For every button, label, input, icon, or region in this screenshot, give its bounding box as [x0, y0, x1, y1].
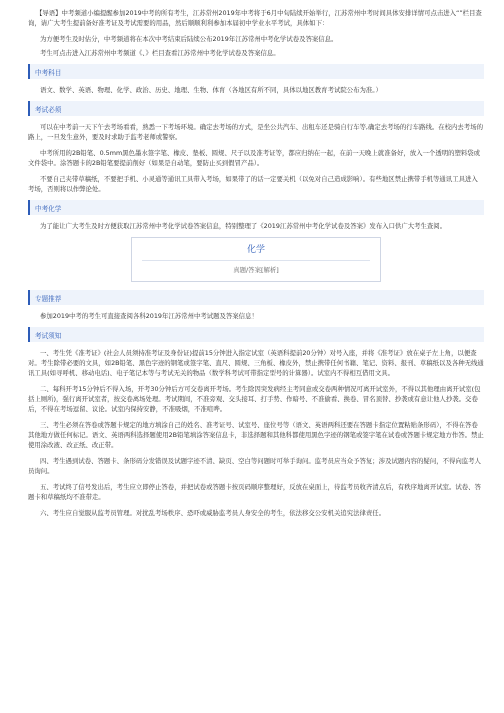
paragraph: 不要自己夹带草稿纸，不要把手机、小灵通等通讯工具带入考场，如果带了的话一定要关机（以免对自己造成影响）。有些地区禁止携带手机等通讯工具进入考场，否则将以作弊论处。 — [28, 175, 478, 193]
paragraph-channel: 考生可点击进入江苏常州中考频道《、》栏目查看江苏常州中考化学试卷及答案信息。 — [40, 49, 280, 57]
intro-text: 【导语】中考频道小编提醒参加2019中考的所有考生，江苏常州2019年中考将于6月中旬陆续开始举行，江苏常州中考时间具体安排详情可点击进入“”栏目查询，请广大考生提前备好准考证及考试需要的用品，然后顺顺利利参加本届初中学业水平考试，具体如下： — [28, 9, 482, 27]
paragraph: 中考所用的2B铅笔、0.5mm黑色墨水签字笔、橡皮、垫板、圆规、尺子以及准考证等，都应归纳在一起，在前一天晚上就准备好，放入一个透明的塑料袋或文件袋中。涂答题卡的2B铅笔要提前削好（如果是自动笔，要防止买到假冒产品）。 — [28, 149, 481, 167]
section-header-recommend — [28, 290, 484, 305]
exam-card[interactable] — [131, 237, 381, 282]
section-title: 中考化学 — [35, 204, 62, 213]
section-must-know-body — [28, 122, 484, 194]
section-header-subjects — [28, 64, 484, 79]
paragraph-estimate: 为方便考生及时估分，中考频道将在本次中考结束后陆续公布2019年江苏常州中考化学试卷及答案信息。 — [40, 35, 338, 43]
section-header-chemistry — [28, 200, 484, 215]
section-title: 中考科目 — [35, 68, 62, 77]
paragraph: 为了能让广大考生及时方便获取江苏常州中考化学试卷答案信息，特别整理了《2019江苏常州中考化学试卷及答案》发布入口供广大考生查阅。 — [40, 222, 447, 230]
card-title[interactable]: 化学 — [246, 245, 265, 255]
paragraph: 五、考试终了信号发出后，考生应立即停止答卷，并把试卷或答题卡按页码顺序整理好，反放在桌面上，待监考员收齐清点后，有秩序地离开试室。试卷、答题卡和草稿纸均不准带走。 — [28, 483, 481, 501]
paragraph: 语文、数学、英语、物理、化学、政治、历史、地理、生物、体育（各地区有所不同，具体以地区教育考试院公布为准。） — [40, 86, 382, 94]
paragraph: 可以在中考前一天下午去考场看看，熟悉一下考场环境。确定去考场的方式，是坐公共汽车、出租车还是骑自行车等,确定去考场的行车路线。在校内去考场的路上，一旦发生意外，要及时求助于监考老师或警察。 — [28, 123, 483, 141]
section-title: 考试必须 — [35, 105, 62, 114]
section-subjects-body — [28, 85, 484, 95]
paragraph: 三、考生必须在答卷或答题卡规定的地方填涂自己的姓名、准考证号、试室号、座位号等（语文、英语两科还要在答题卡指定位置粘贴条形码），不得在答卷其他地方做任何标记。语文、英语两科选择题使用2B铅笔填涂答案信息卡，非选择题和其他科都使用黑色字迹的钢笔或签字笔在试卷或答题卡规定地方作答。禁止使用涂改液、改正纸、改正带。 — [28, 421, 484, 449]
paragraph: 二、每科开考15分钟后不得入场，开考30分钟后方可交卷离开考场。考生除因突发病经主考同意或交卷两种情况可离开试室外，不得以其他理由离开试室(包括上厕所)，强行离开试室者，按交卷离场处理。考试期间，不准旁观、交头接耳、打手势、作暗号、不准偷看、换卷、冒名顶替、抄袭或有意让他人抄袭。交卷后，不得在考场逗留、议论。试室内保持安静，不准吸烟，不准喧哗。 — [28, 385, 481, 413]
section-title: 考试须知 — [35, 331, 62, 340]
paragraph: 六、考生应自觉服从监考员管理。对扰乱考场秩序、恐吓或威胁监考员人身安全的考生，依法移交公安机关追究法律责任。 — [40, 509, 386, 517]
paragraph: 一、考生凭《准考证》(社会人员须持准考证及身份证)提前15分钟进入指定试室（英语科提前20分钟）对号入座，并将《准考证》放在桌子左上角，以便查对。考生除带必要的文具，如2B铅笔、黑色字迹的钢笔或签字笔、直尺、圆规、三角板、橡皮外，禁止携带任何书籍、笔记、资料、报刊、草稿纸以及各种无线通讯工具(如寻呼机、移动电话)、电子笔记本等与考试无关的物品（数学科考试可带指定型号的计算器）。试室内不得相互借用文具。 — [28, 349, 484, 377]
card-link[interactable]: 真题/答案[解析] — [233, 266, 279, 274]
card-divider — [142, 260, 370, 261]
paragraph: 参加2019中考的考生可直接查阅各科2019年江苏常州中考试题及答案信息！ — [40, 312, 258, 320]
section-chemistry-body — [28, 221, 484, 231]
section-header-must-know — [28, 101, 484, 116]
paragraph: 四、考生遇到试卷、答题卡、条形码分发错误及试题字迹不清、缺页、空白等问题时可举手询问。监考员应当众予答复；涉及试题内容的疑问，不得向监考人员询问。 — [28, 457, 481, 475]
section-rules-body — [28, 348, 484, 518]
section-recommend-body — [28, 311, 484, 321]
section-title: 专题推荐 — [35, 294, 62, 303]
section-header-rules — [28, 327, 484, 342]
